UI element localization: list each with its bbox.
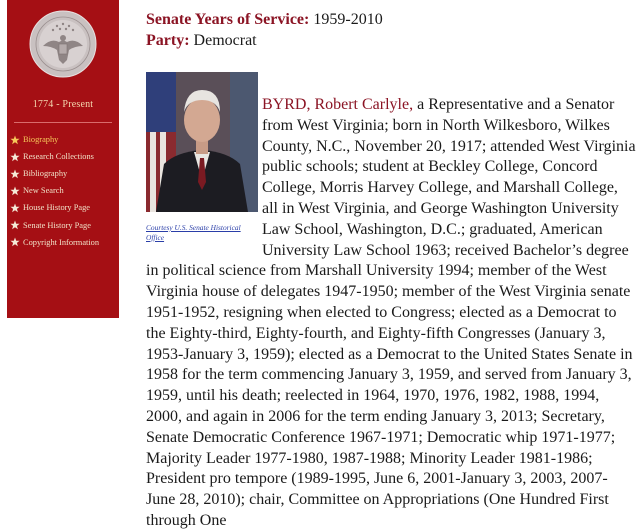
sidebar-item-senate-history-page[interactable] [10, 216, 99, 233]
sidebar-item-biography[interactable] [10, 131, 99, 148]
service-label: Senate Years of Service: [146, 11, 310, 28]
sidebar-nav [10, 131, 99, 251]
sidebar-item-label: House History Page [23, 203, 90, 213]
main-content [146, 10, 636, 532]
portrait-photo [146, 72, 258, 212]
sidebar-divider [14, 122, 112, 123]
party-label: Party: [146, 32, 190, 49]
star-icon [10, 203, 20, 213]
sidebar-item-label: Biography [23, 135, 59, 145]
sidebar-item-copyright-information[interactable] [10, 234, 99, 251]
photo-credit-link[interactable]: Courtesy U.S. Senate Historical Office [146, 223, 241, 242]
sidebar [7, 0, 119, 318]
sidebar-item-label: Bibliography [23, 169, 68, 179]
portrait-block [146, 72, 258, 243]
sidebar-item-label: Senate History Page [23, 220, 91, 230]
sidebar-item-new-search[interactable] [10, 182, 99, 199]
party-line [146, 31, 636, 52]
senate-seal-icon [29, 10, 97, 78]
star-icon [10, 135, 20, 145]
sidebar-item-label: Research Collections [23, 152, 94, 162]
service-line [146, 10, 636, 31]
star-icon [10, 152, 20, 162]
star-icon [10, 220, 20, 230]
star-icon [10, 237, 20, 247]
bio-name: BYRD, Robert Carlyle, [262, 96, 414, 113]
star-icon [10, 186, 20, 196]
sidebar-item-label: New Search [23, 186, 64, 196]
star-icon [10, 169, 20, 179]
party-value: Democrat [189, 32, 257, 49]
sidebar-item-bibliography[interactable] [10, 165, 99, 182]
sidebar-item-house-history-page[interactable] [10, 199, 99, 216]
sidebar-item-research-collections[interactable] [10, 148, 99, 165]
bio-body: a Representative and a Senator from West Virginia; born in North Wilkesboro, Wilkes County, N.C., November 20, 1917; attended West Virginia public schools; student at Beckley College, Concord College, Morris Harvey College, and Marshall College, all in West Virginia, and George Washington University Law School, Washington, D.C.; graduated, American University Law School 1963; received Bachelor’s degree in political science from Marshall University 1994; member of the West Virginia house of delegates 1947-1950; member of the West Virginia senate 1951-1952, resigning when elected to Congress; elected as a Democrat to the Eighty-third, Eighty-fourth, and Eighty-fifth Congresses (January 3, 1953-January 3, 1959); elected as a Democrat to the United States Senate in 1958 for the term commencing January 3, 1959, and served from January 3, 1959, until his death; reelected in 1964, 1970, 1976, 1982, 1988, 1994, 2000, and again in 2006 for the term ending January 3, 2013; Secretary, Senate Democratic Conference 1967-1971; Democratic whip 1971-1977; Majority Leader 1977-1980, 1987-1988; Minority Leader 1981-1986; President pro tempore (1989-1995, June 6, 2001-January 3, 2003, 2007-June 28, 2010); chair, Committee on Appropriations (One Hundred First through One [146, 96, 636, 529]
years-caption: 1774 - Present [32, 99, 94, 110]
sidebar-item-label: Copyright Information [23, 237, 100, 247]
service-value: 1959-2010 [309, 11, 383, 28]
